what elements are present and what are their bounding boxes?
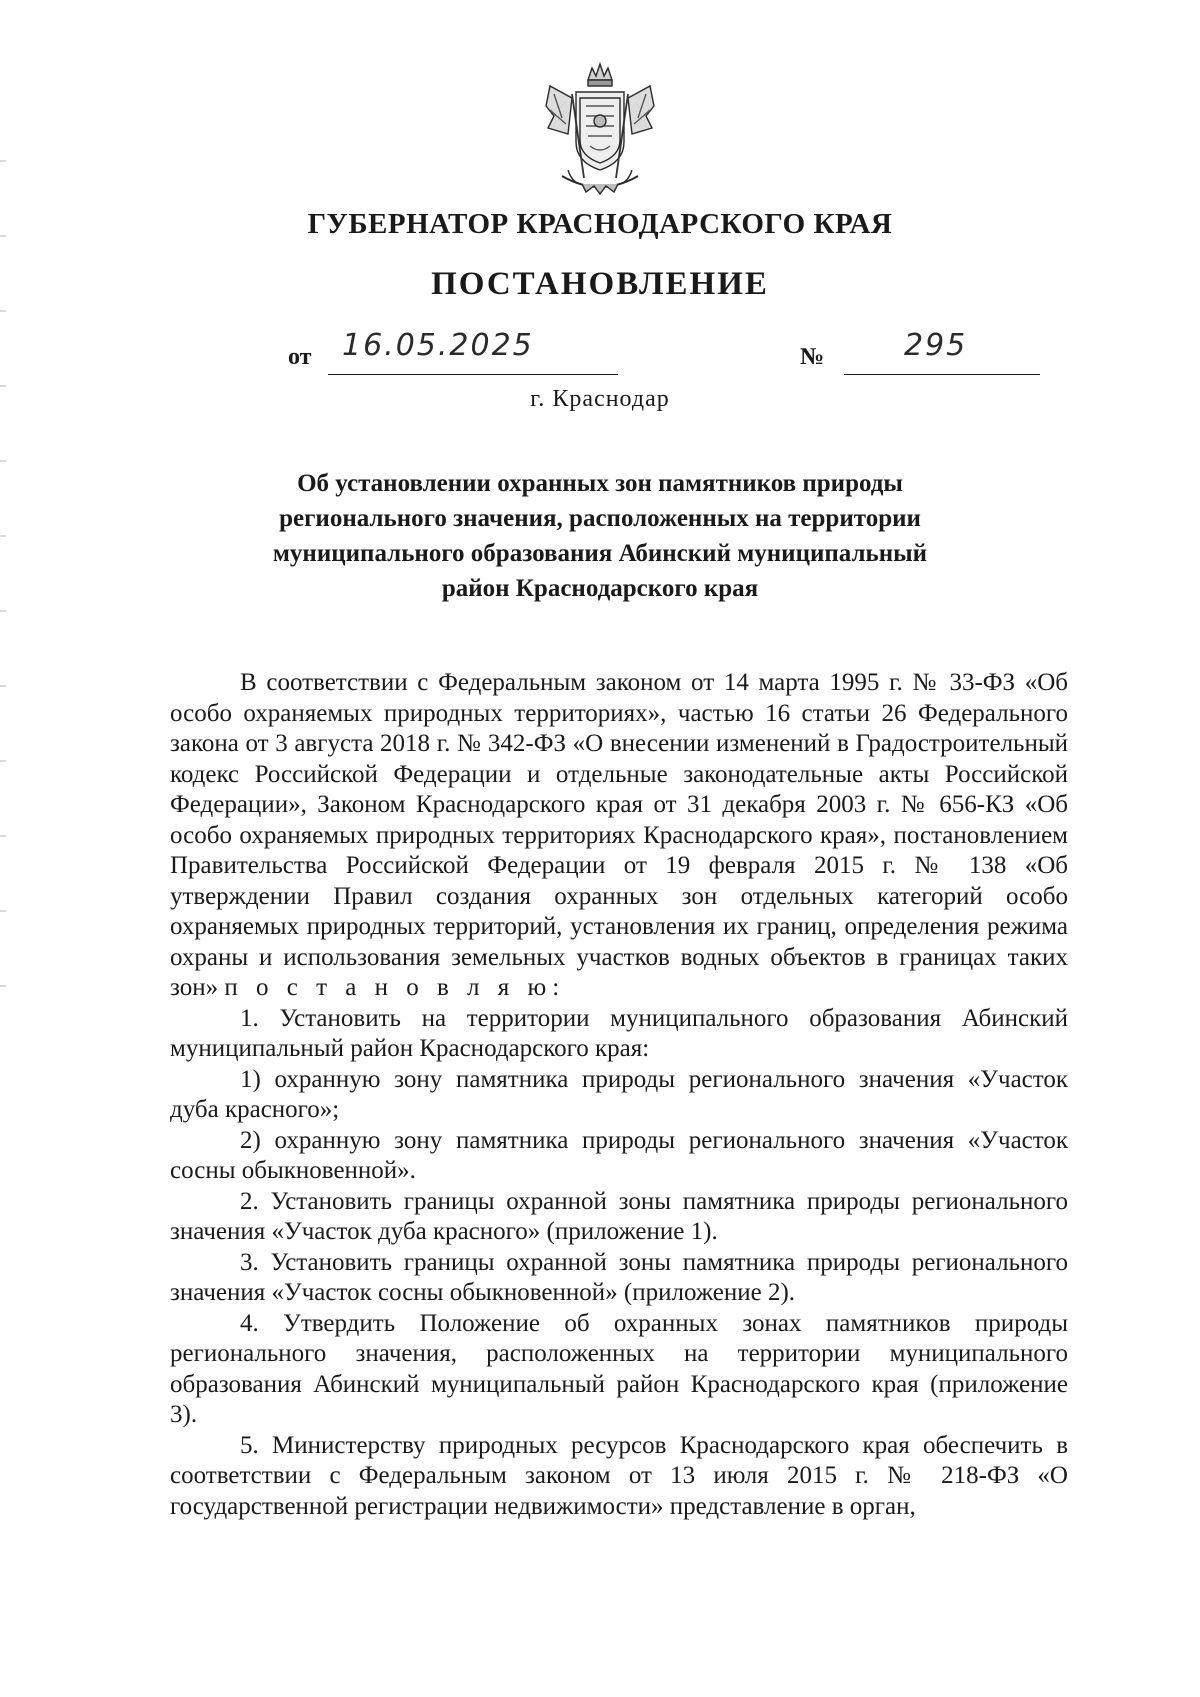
- date-prefix: от: [288, 344, 312, 370]
- item-paragraph: 5. Министерству природных ресурсов Краснодарского края обеспечить в соответствии с Федеральным законом от 13 июля 2015 г. № 218-ФЗ «О государственной регистрации недвижимости» представление в орган,: [170, 1431, 1068, 1520]
- preamble-text: В соответствии с Федеральным законом от 14 марта 1995 г. № 33-ФЗ «Об особо охраняемых природных территориях», частью 16 статьи 26 Федерального закона от 3 августа 2018 г. № 342-ФЗ «О внесении изменений в Градостроительный кодекс Российской Федерации и отдельные законодательные акты Российской Федерации», Законом Краснодарского края от 31 декабря 2003 г. № 656-КЗ «Об особо охраняемых природных территориях Краснодарского края», постановлением Правительства Российской Федерации от 19 февраля 2015 г. № 138 «Об утверждении Правил создания охранных зон отдельных категорий особо охраняемых природных территорий, установления их границ, определения режима охраны и использования земельных участков водных объектов в границах таких зон»: [170, 669, 1068, 1001]
- item-paragraph: 3. Установить границы охранной зоны памятника природы регионального значения «Участок сосны обыкновенной» (приложение 2).: [170, 1248, 1068, 1306]
- item-paragraph: 1) охранную зону памятника природы регионального значения «Участок дуба красного»;: [170, 1065, 1068, 1123]
- resolve-word: п о с т а н о в л я ю:: [224, 974, 566, 1001]
- item-paragraph: 1. Установить на территории муниципального образования Абинский муниципальный район Краснодарского края:: [170, 1004, 1068, 1062]
- item-paragraph: 4. Утвердить Положение об охранных зонах памятников природы регионального значения, расположенных на территории муниципального образования Абинский муниципальный район Краснодарского края (приложение 3).: [170, 1309, 1068, 1428]
- title-line: Об установлении охранных зон памятников природы: [297, 470, 903, 497]
- coat-of-arms-icon: [532, 58, 668, 198]
- date-field: [328, 328, 618, 375]
- title-line: муниципального образования Абинский муниципальный: [272, 540, 928, 567]
- city-line: г. Краснодар: [530, 386, 670, 412]
- handwritten-date: 16.05.2025: [342, 328, 534, 363]
- number-prefix: №: [800, 344, 825, 370]
- number-field: [844, 328, 1040, 375]
- title-line: район Краснодарского края: [441, 575, 759, 602]
- document-type: ПОСТАНОВЛЕНИЕ: [431, 266, 769, 302]
- item-paragraph: 2. Установить границы охранной зоны памятника природы регионального значения «Участок дуба красного» (приложение 1).: [170, 1187, 1068, 1245]
- title-line: регионального значения, расположенных на территории: [279, 505, 921, 532]
- document-body: [170, 668, 1068, 1522]
- issuing-authority: ГУБЕРНАТОР КРАСНОДАРСКОГО КРАЯ: [307, 208, 893, 240]
- handwritten-number: 295: [904, 328, 968, 363]
- preamble-paragraph: [170, 668, 1068, 1004]
- date-number-line: [288, 328, 1048, 380]
- document-title: [230, 466, 970, 606]
- item-paragraph: 2) охранную зону памятника природы регионального значения «Участок сосны обыкновенной».: [170, 1126, 1068, 1184]
- scan-edge-marks: [0, 120, 6, 1020]
